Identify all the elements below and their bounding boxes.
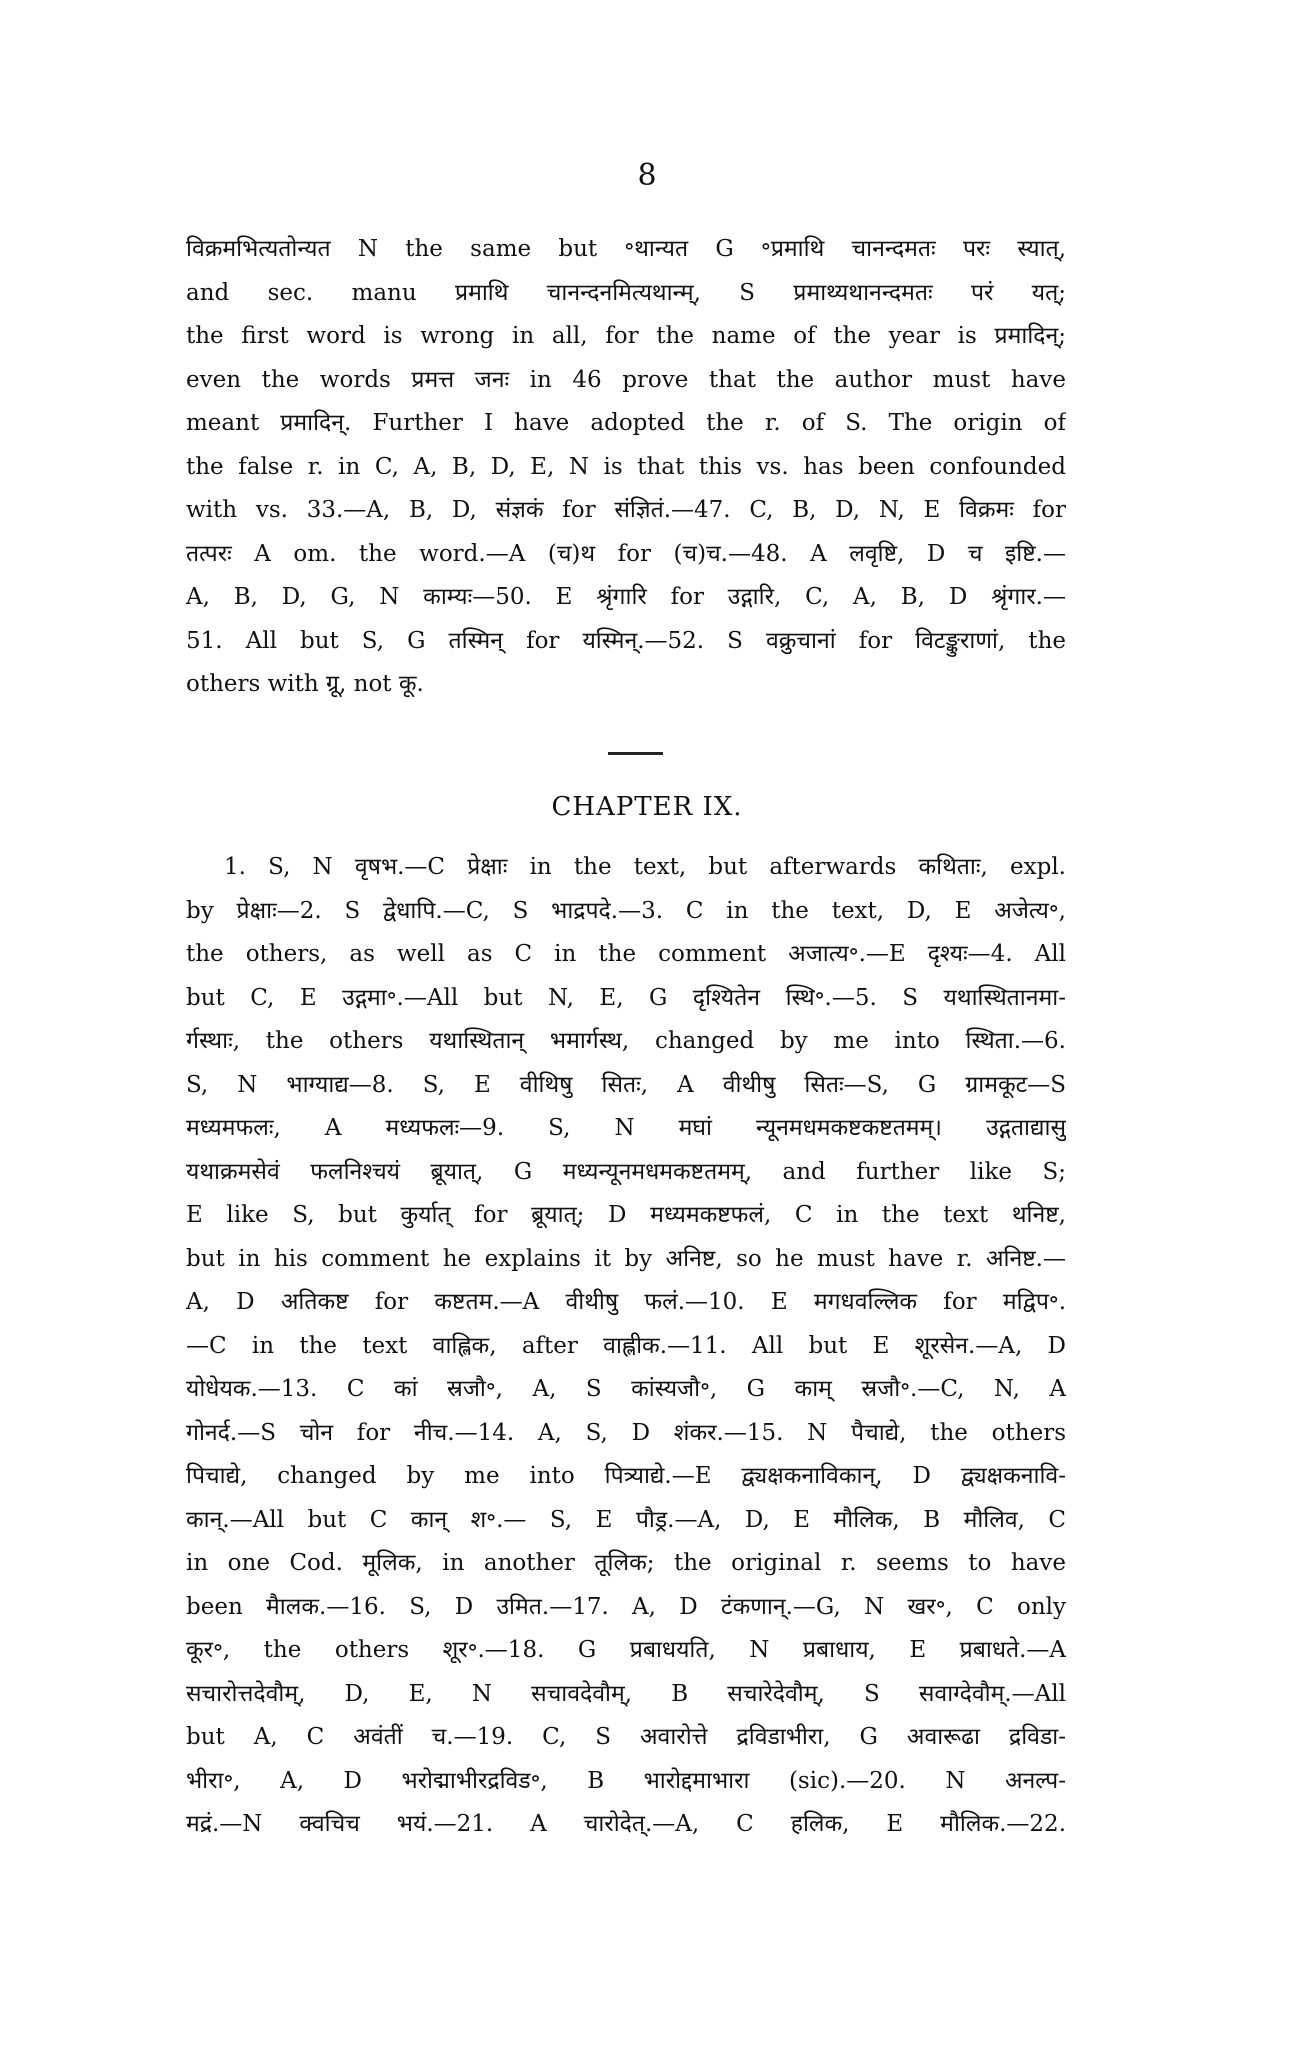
text-line: with vs. 33.—A, B, D, संज्ञकं for संज्ञितं.—47. C, B, D, N, E विक्रमः for (186, 497, 1066, 523)
text-line: E like S, but कुर्यात् for ब्रूयात्; D मध्यमकष्टफलं, C in the text थनिष्ट, (186, 1202, 1066, 1228)
text-line: यथाक्रमसेवं फलनिश्चयं ब्रूयात्, G मध्यन्यूनमधमकष्टतमम्, and further like S; (186, 1158, 1066, 1185)
notes-paragraph-chapter (186, 846, 1066, 1847)
text-line: even the words प्रमत्त जनः in 46 prove that the author must have (186, 366, 1066, 393)
text-line: 1. S, N वृषभ.—C प्रेक्षाः in the text, but afterwards कथिताः, expl. (224, 854, 1066, 880)
text-line: by प्रेक्षाः—2. S द्वेधापि.—C, S भाद्रपदे.—3. C in the text, D, E अजेत्य॰, (186, 897, 1066, 924)
text-line: 51. All but S, G तस्मिन् for यस्मिन्.—52. S वक्रुचानां for विटङ्कुराणां, the (186, 627, 1066, 654)
text-line: meant प्रमादिन्. Further I have adopted the r. of S. The origin of (186, 410, 1066, 436)
notes-paragraph-top (186, 228, 1066, 707)
text-line: others with ग्रू, not कू. (186, 671, 424, 697)
text-line: कान्.—All but C कान् श॰.— S, E पौड्र.—A, D, E मौलिक, B मौलिव, C (186, 1506, 1066, 1533)
text-line: मध्यमफलः, A मध्यफलः—9. S, N मघां न्यूनमधमकष्टकष्टतमम्। उद्गताद्यासु (186, 1115, 1066, 1141)
text-line: पिचाद्ये, changed by me into पित्र्याद्ये.—E द्व्यक्षकनाविकान्, D द्व्यक्षकनावि- (186, 1463, 1066, 1489)
text-line: in one Cod. मूलिक, in another तूलिक; the original r. seems to have (186, 1550, 1066, 1576)
text-line: the first word is wrong in all, for the name of the year is प्रमादिन्; (186, 323, 1066, 349)
text-line: and sec. manu प्रमाथि चानन्दनमित्यथान्म्, S प्रमाथ्यथानन्दमतः परं यत्; (186, 279, 1066, 306)
text-line: A, D अतिकष्ट for कष्टतम.—A वीथीषु फलं.—10. E मगधवल्लिक for मद्विप॰. (186, 1289, 1066, 1315)
text-line: A, B, D, G, N काम्यः—50. E श्रृंगारि for उद्गारि, C, A, B, D श्रृंगार.— (186, 584, 1066, 610)
text-line: —C in the text वाह्लिक, after वाह्लीक.—11. All but E शूरसेन.—A, D (186, 1332, 1066, 1359)
text-line: सचारोत्तदेवौम्, D, E, N सचावदेवौम्, B सचारेदेवौम्, S सवाग्देवौम्.—All (186, 1680, 1066, 1707)
text-line: विक्रमभित्यतोन्यत N the same but ॰थान्यत G ॰प्रमाथि चानन्दमतः परः स्यात्, (186, 236, 1066, 262)
text-line: been मैालक.—16. S, D उमित.—17. A, D टंकणान्.—G, N खर॰, C only (186, 1593, 1066, 1620)
text-line: योधेयक.—13. C कां स्रजौ॰, A, S कांस्यजौ॰, G काम् स्रजौ॰.—C, N, A (186, 1376, 1066, 1402)
text-line: तत्परः A om. the word.—A (च)थ for (च)च.—48. A लवृष्टि, D च इष्टि.— (186, 540, 1066, 567)
text-line: मद्रं.—N क्वचिच भयं.—21. A चारोदेत्.—A, C हलिक, E मौलिक.—22. (186, 1811, 1066, 1837)
text-line: the others, as well as C in the comment अजात्य॰.—E दृश्यः—4. All (186, 941, 1066, 967)
text-line: S, N भाग्याद्य—8. S, E वीथिषु सितः, A वीथीषु सितः—S, G ग्रामकूट—S (186, 1071, 1066, 1098)
chapter-heading: CHAPTER IX. (551, 792, 743, 822)
text-line: but C, E उद्गमा॰.—All but N, E, G दृश्यितेन स्थि॰.—5. S यथास्थितानमा- (186, 984, 1066, 1011)
text-line: but A, C अवंतीं च.—19. C, S अवारोत्ते द्रविडाभीरा, G अवारूढा द्रविडा- (186, 1724, 1066, 1750)
text-line: गोनर्द.—S चोन for नीच.—14. A, S, D शंकर.—15. N पैचाद्ये, the others (186, 1419, 1066, 1446)
page-number: 8 (637, 158, 657, 193)
text-line: भीरा॰, A, D भरोद्माभीरद्रविड॰, B भारोद्दमाभारा (sic).—20. N अनल्प- (186, 1767, 1066, 1794)
text-line: कूर॰, the others शूर॰.—18. G प्रबाधयति, N प्रबाधाय, E प्रबाधते.—A (186, 1637, 1066, 1663)
section-divider (608, 752, 663, 755)
text-line: र्गस्थाः, the others यथास्थितान् भमार्गस्थ, changed by me into स्थिता.—6. (186, 1028, 1066, 1054)
text-line: but in his comment he explains it by अनिष्ट, so he must have r. अनिष्ट.— (186, 1245, 1066, 1272)
text-line: the false r. in C, A, B, D, E, N is that this vs. has been confounded (186, 453, 1066, 480)
